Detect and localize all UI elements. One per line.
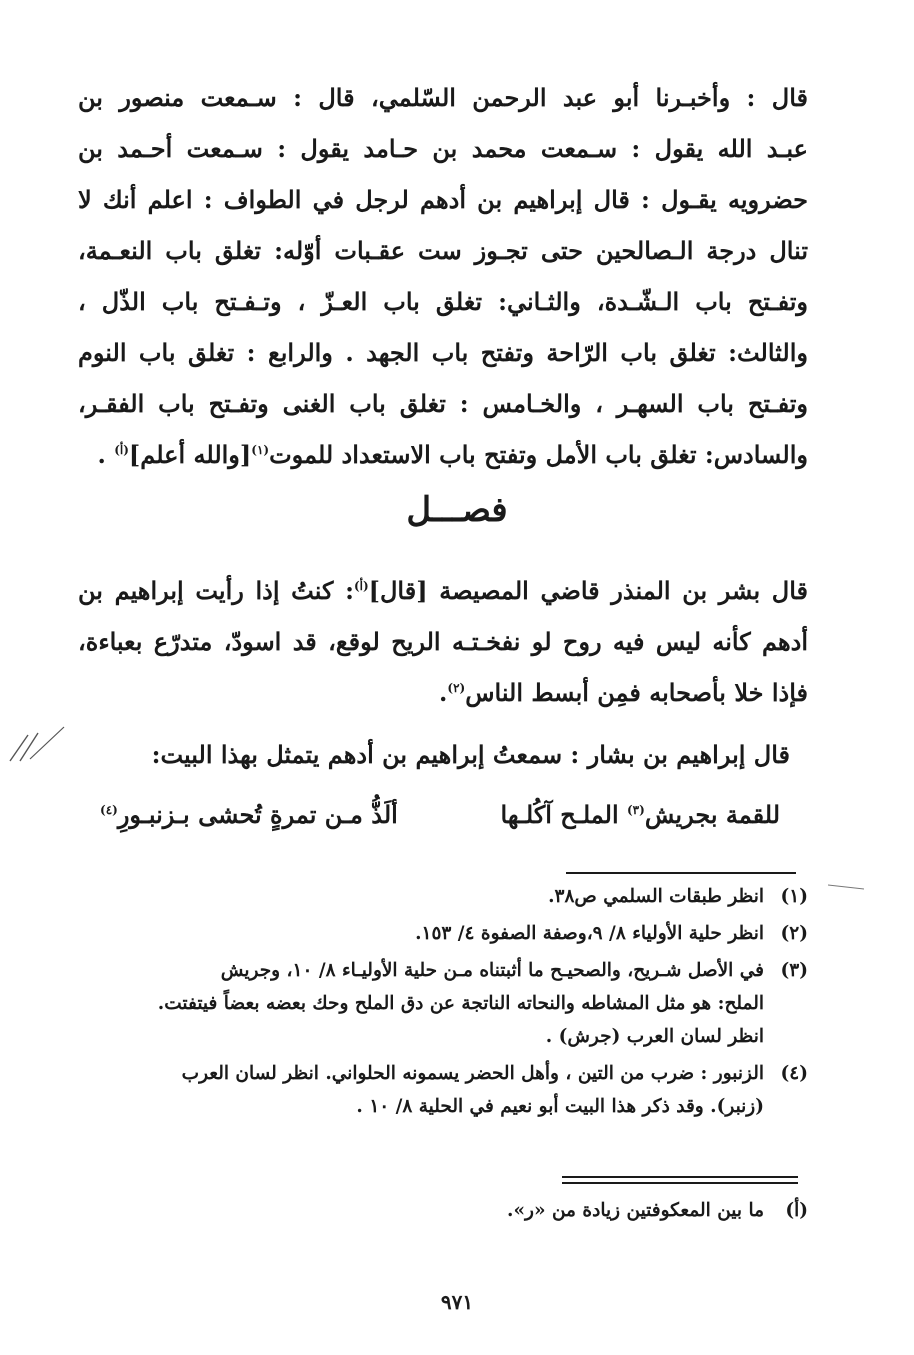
text-line: قال : وأخبـرنا أبو عبد الرحمن السّلمي، قال : سـمعت منصور بن <box>78 83 808 112</box>
footnote-line: انظر حلية الأولياء ٨/ ٩،وصفة الصفوة ٤/ ١٥٣. <box>415 923 764 944</box>
section-heading: فصـــل <box>406 490 508 530</box>
text-line <box>78 565 808 616</box>
footnote-line: في الأصل شـريح، والصحيـح ما أثبتناه مـن حلية الأوليـاء ٨/ ١٠، وجريش <box>220 960 764 981</box>
text-line: والثالث: تغلق باب الرّاحة وتفتح باب الجهد . والرابع : تغلق باب النوم <box>78 338 808 367</box>
main-paragraph <box>78 72 808 480</box>
text-segment: والسادس: تغلق باب الأمل وتفتح باب الاستعداد للموت <box>269 440 808 469</box>
text-segment: للقمة بجريش <box>644 800 780 829</box>
footnote-ref: (٤) <box>100 803 118 817</box>
text-segment: الملـح آكُلـها <box>500 800 627 829</box>
margin-pencil-mark <box>828 884 864 890</box>
editorial-note-text <box>82 1194 764 1227</box>
text-line: أدهم كأنه ليس فيه روح لو نفخـتـه الريح لوقع، قد اسودّ، متدرّع بعباءة، <box>78 627 808 656</box>
footnote-line: الملح: هو مثل المشاطه والنحاته الناتجة عن دق الملح وحك بعضه بعضاً فيتفتت. <box>157 993 764 1014</box>
footnote <box>82 917 808 950</box>
text-segment: قال بشر بن المنذر قاضي المصيصة [قال] <box>368 576 808 605</box>
margin-pencil-mark <box>6 725 66 765</box>
editorial-ref: (أ) <box>353 579 369 593</box>
text-line: عبـد الله يقول : سـمعت محمد بن حـامد يقول : سـمعت أحـمد بن <box>78 134 808 163</box>
footnote-line: الزنبور : ضرب من التين ، وأهل الحضر يسمونه الحلواني. انظر لسان العرب <box>181 1063 764 1084</box>
period: . <box>97 440 106 469</box>
verse-intro: قال إبراهيم بن بشار : سمعتُ إبراهيم بن أدهم يتمثل بهذا البيت: <box>151 740 790 769</box>
text-segment: : كنتُ إذا رأيت إبراهيم بن <box>78 576 354 605</box>
footnote <box>82 954 808 1053</box>
text-line: وتفـتح باب السهـر ، والخـامس : تغلق باب الغنى وتفـتح باب الفقـر، <box>78 389 808 418</box>
footnote-number: (١) <box>780 886 808 907</box>
text-line: حضرويه يقـول : قال إبراهيم بن أدهم لرجل في الطواف : اعلم أنك لا <box>78 185 808 214</box>
text-segment: فإذا خلا بأصحابه فمِن أبسط الناس <box>465 678 808 707</box>
bracketed-addition: [والله أعلم] <box>128 440 252 469</box>
second-hemistich <box>100 795 398 835</box>
footnote-text <box>82 954 764 1053</box>
page-number: ٩٧١ <box>440 1290 474 1314</box>
footnote-text <box>82 880 764 913</box>
editorial-notes <box>82 1194 808 1231</box>
text-line <box>78 429 808 480</box>
footnote-number: (٣) <box>780 960 808 981</box>
text-segment: ألَذُّ مـن تمرةٍ تُحشى بـزنبـورِ <box>117 800 398 829</box>
footnote-text <box>82 917 764 950</box>
footnote-ref: (٢) <box>447 681 466 695</box>
text-line: وتفـتح باب الـشّـدة، والثـاني: تغلق باب العـزّ ، وتـفـتح باب الذّل ، <box>78 287 808 316</box>
editorial-ref: (أ) <box>114 443 129 457</box>
text-line: تنال درجة الـصالحين حتى تجـوز ست عقـبات أوّله: تغلق باب النعـمة، <box>78 236 808 265</box>
editorial-note <box>82 1194 808 1227</box>
first-hemistich <box>501 795 781 835</box>
second-paragraph <box>78 565 808 718</box>
editorial-separator-bottom <box>562 1182 798 1184</box>
footnote-line: (زنبر). وقد ذكر هذا البيت أبو نعيم في الحلية ٨/ ١٠ . <box>356 1096 764 1117</box>
footnote-ref: (٣) <box>626 803 645 817</box>
footnotes <box>82 880 808 1127</box>
footnote-number: (٤) <box>780 1063 808 1084</box>
footnote-separator <box>566 872 796 874</box>
footnote-ref: (١) <box>251 443 270 457</box>
footnote <box>82 880 808 913</box>
period: . <box>439 678 448 707</box>
footnote-line: ما بين المعكوفتين زيادة من «ر». <box>507 1200 764 1221</box>
footnote-number: (٢) <box>780 923 808 944</box>
poetry-verse <box>100 795 780 835</box>
editorial-note-marker: (أ) <box>785 1200 808 1221</box>
footnote-line: انظر طبقات السلمي ص٣٨. <box>548 886 764 907</box>
text-line <box>78 667 808 718</box>
editorial-separator-top <box>562 1176 798 1178</box>
footnote <box>82 1057 808 1123</box>
footnote-line: انظر لسان العرب (جرش) . <box>545 1026 764 1047</box>
footnote-text <box>82 1057 764 1123</box>
